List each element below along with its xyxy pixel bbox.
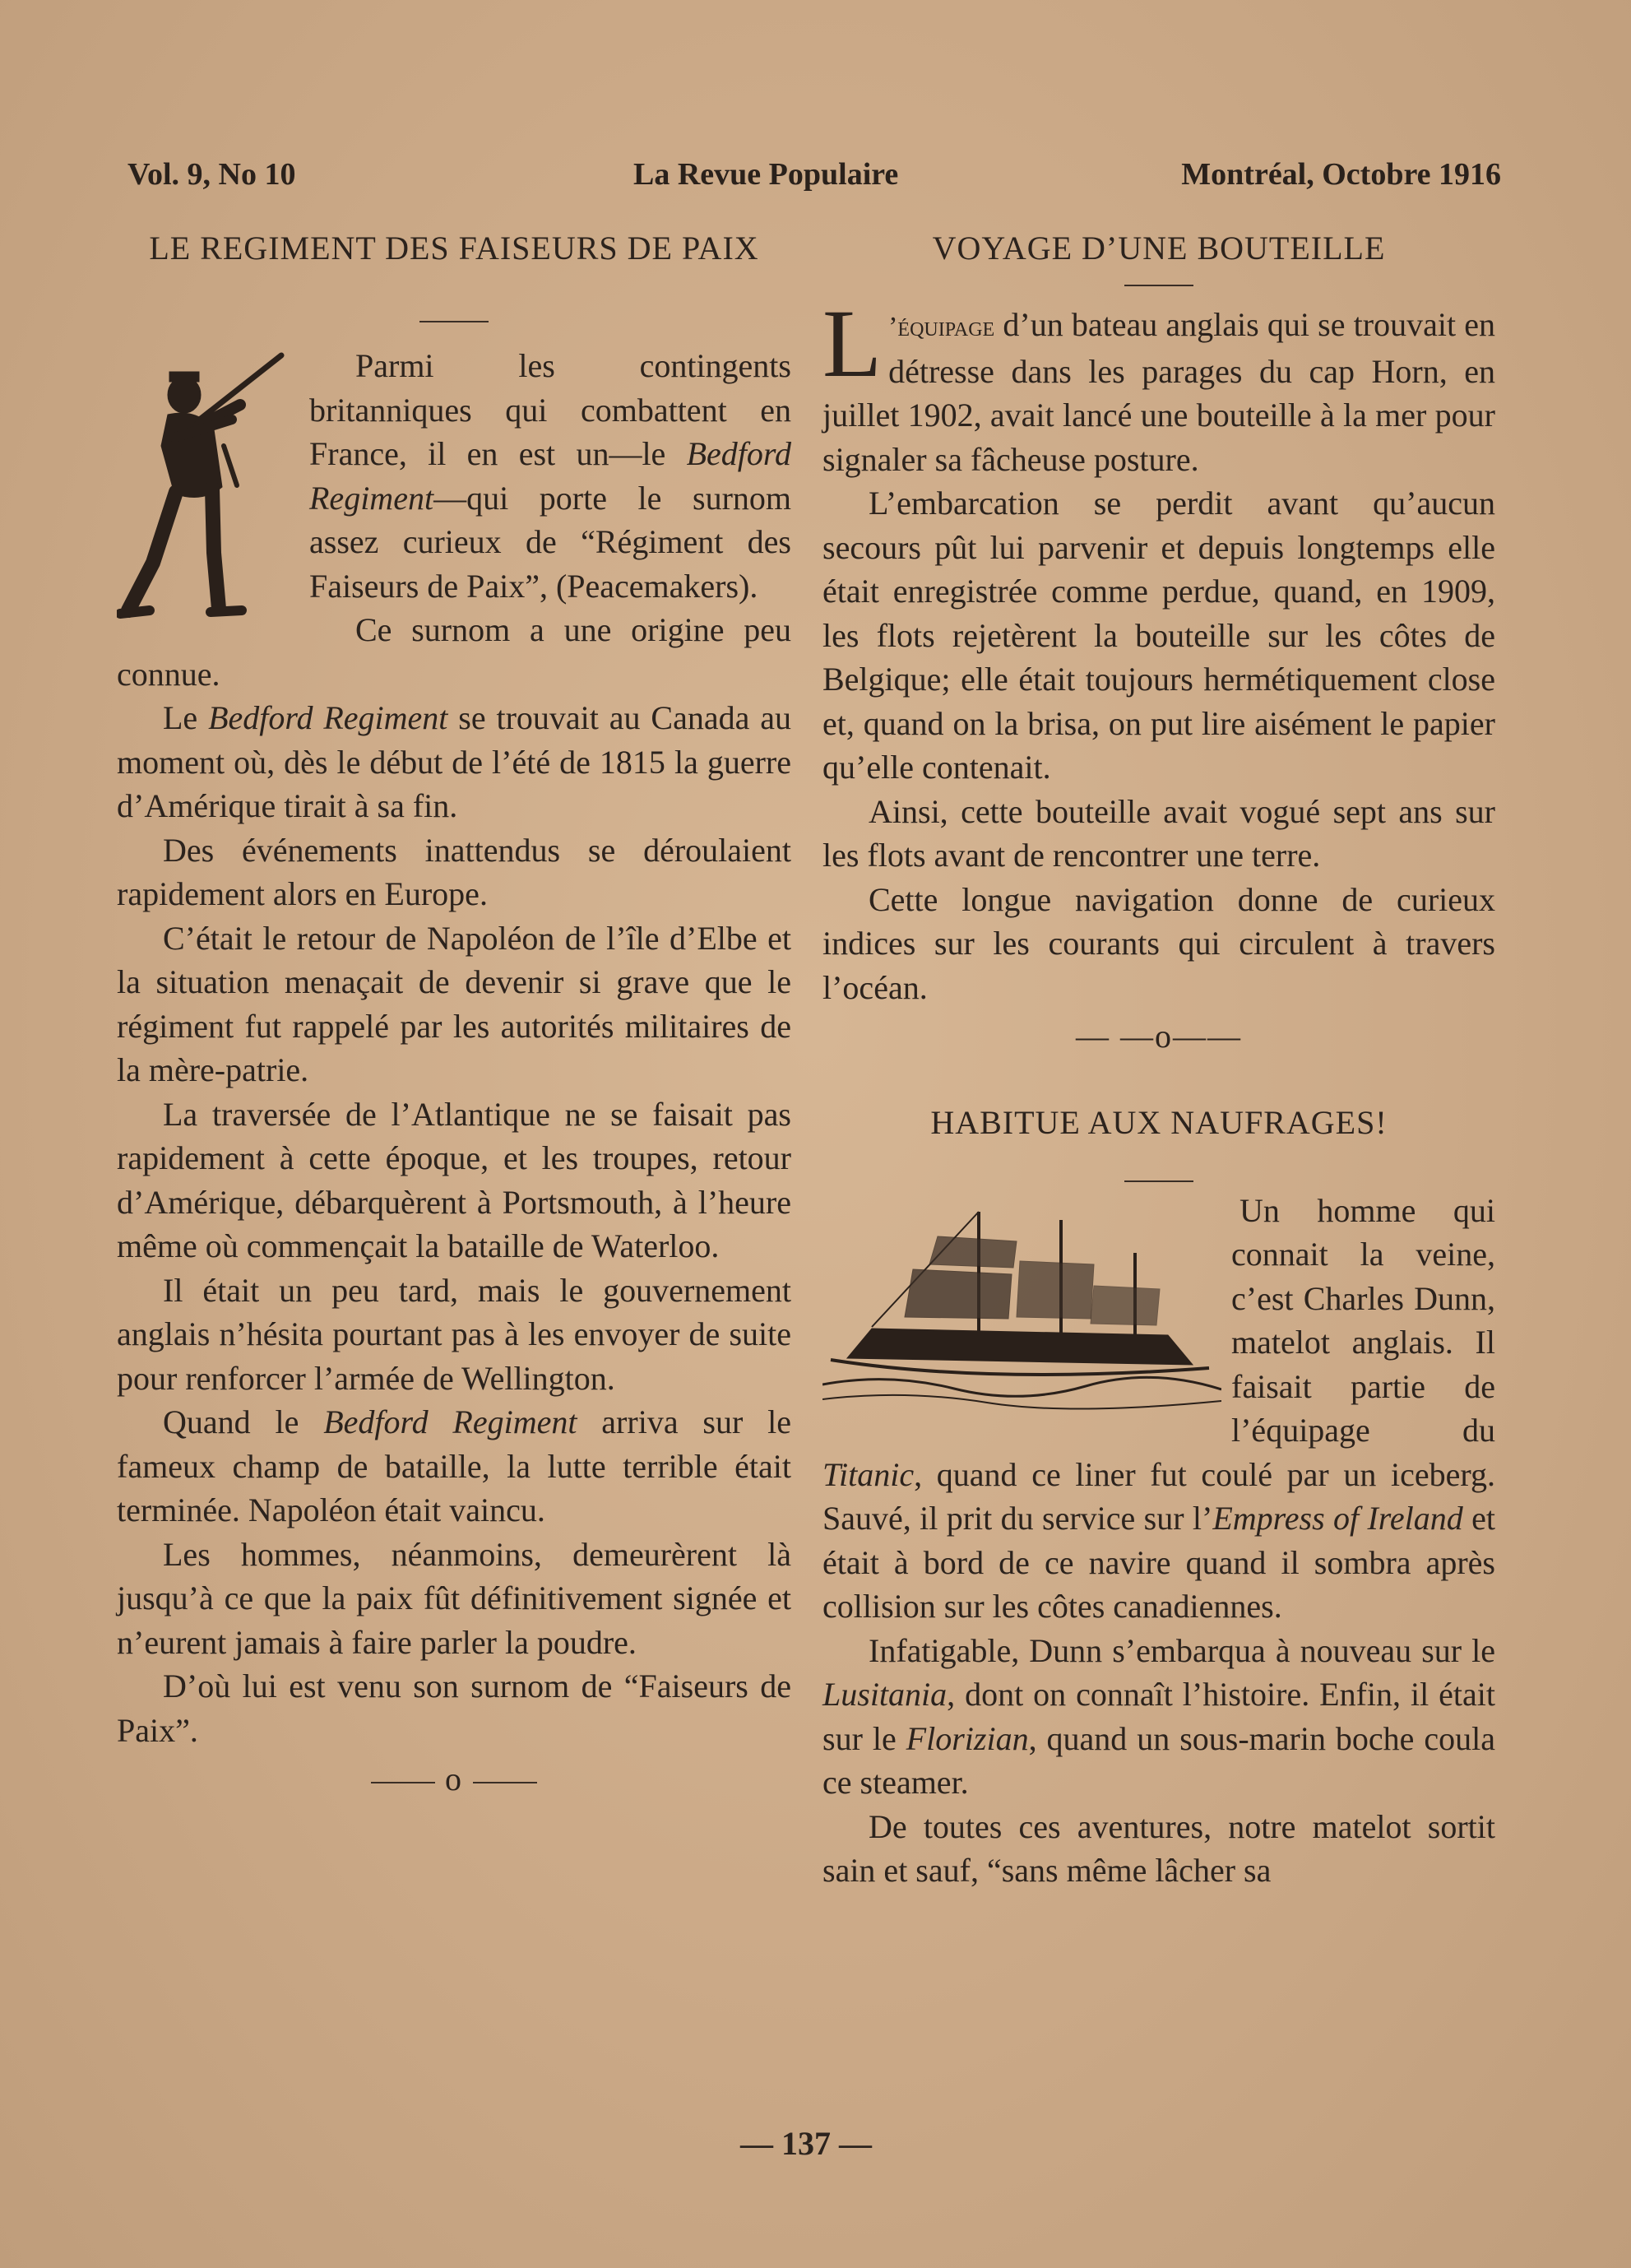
- article-title-bouteille: VOYAGE D’UNE BOUTEILLE: [932, 230, 1386, 267]
- soldier-illustration: [117, 347, 298, 627]
- volume-number: Vol. 9, No 10: [127, 157, 296, 192]
- magazine-title: La Revue Populaire: [633, 157, 899, 192]
- paragraph: C’était le retour de Napoléon de l’île d’Elbe et la situation menaçait de devenir si grave que le régiment fut rappelé par les autorités militaires de la mère-patrie.: [117, 919, 791, 1088]
- drop-cap: L: [822, 290, 883, 397]
- paragraph: De toutes ces aventures, notre matelot sortit sain et sauf, “sans même lâcher sa: [822, 1807, 1495, 1889]
- paragraph: L ’équipage d’un bateau anglais qui se trouvait en détresse dans les parages du cap Horn, en juillet 1902, avait lancé une bouteille à la mer pour signaler sa fâcheuse posture.: [822, 290, 1495, 478]
- paragraph: Un homme qui connait la veine, c’est Charles Dunn, matelot anglais. Il faisait partie de l’équipage du Titanic, quand ce liner fut coulé par un iceberg. Sauvé, il prit du service sur l’Empress of Ireland et était à bord de ce navire quand il sombra après collision sur les côtes canadiennes.: [822, 1191, 1496, 1625]
- paragraph: Il était un peu tard, mais le gouvernement anglais n’hésita pourtant pas à les envoyer de suite pour renforcer l’armée de Wellington.: [117, 1271, 791, 1397]
- paragraph: Infatigable, Dunn s’embarqua à nouveau sur le Lusitania, dont on connaît l’histoire. Enfin, il était sur le Florizian, quand un sous-marin boche coula ce steamer.: [822, 1631, 1495, 1801]
- paragraph: Quand le Bedford Regiment arriva sur le fameux champ de bataille, la lutte terrible était terminée. Napoléon était vaincu.: [117, 1403, 792, 1528]
- paragraph: Des événements inattendus se déroulaient rapidement alors en Europe.: [117, 831, 791, 912]
- paragraph: Parmi les contingents britanniques qui combattent en France, il en est un—le Bedford Regiment—qui porte le surnom assez curieux de “Régiment des Faiseurs de Paix”, (Peacemakers).: [309, 347, 791, 605]
- paragraph: Ainsi, cette bouteille avait vogué sept ans sur les flots avant de rencontrer une terre.: [822, 792, 1495, 874]
- left-column: [117, 222, 791, 2089]
- paragraph: Le Bedford Regiment se trouvait au Canada au moment où, dès le début de l’été de 1815 la guerre d’Amérique tirait à sa fin.: [117, 699, 792, 824]
- right-column: [822, 222, 1495, 2089]
- dateline: Montréal, Octobre 1916: [1181, 157, 1501, 192]
- article-title-regiment: LE REGIMENT DES FAISEURS DE PAIX: [149, 230, 759, 267]
- paragraph: Ce surnom a une origine peu connue.: [117, 611, 791, 693]
- section-separator: — —o——: [1076, 1018, 1242, 1055]
- running-header: [127, 156, 1501, 206]
- paragraph: La traversée de l’Atlantique ne se faisait pas rapidement à cette époque, et les troupes, retour d’Amérique, débarquèrent à Portsmouth, à l’heure même où commençait la bataille de Waterloo.: [117, 1095, 791, 1264]
- ship-illustration: [822, 1195, 1221, 1411]
- article-title-naufrages: HABITUE AUX NAUFRAGES!: [930, 1103, 1388, 1141]
- paragraph: L’embarcation se perdit avant qu’aucun secours pût lui parvenir et depuis longtemps elle était enregistrée comme perdue, quand, en 1909, les flots rejetèrent la bouteille sur les côtes de Belgique; elle était toujours hermétiquement close et, quand on la brisa, on put lire aisément le papier qu’elle contenait.: [822, 485, 1495, 786]
- paragraph: D’où lui est venu son surnom de “Faiseurs de Paix”.: [117, 1667, 791, 1749]
- section-separator: o: [117, 1757, 791, 1802]
- page-number: — 137 —: [740, 2125, 872, 2162]
- paragraph: Cette longue navigation donne de curieux indices sur les courants qui circulent à travers l’océan.: [822, 880, 1495, 1006]
- paragraph: Les hommes, néanmoins, demeurèrent là jusqu’à ce que la paix fût définitivement signée et n’eurent jamais à faire parler la poudre.: [117, 1535, 791, 1661]
